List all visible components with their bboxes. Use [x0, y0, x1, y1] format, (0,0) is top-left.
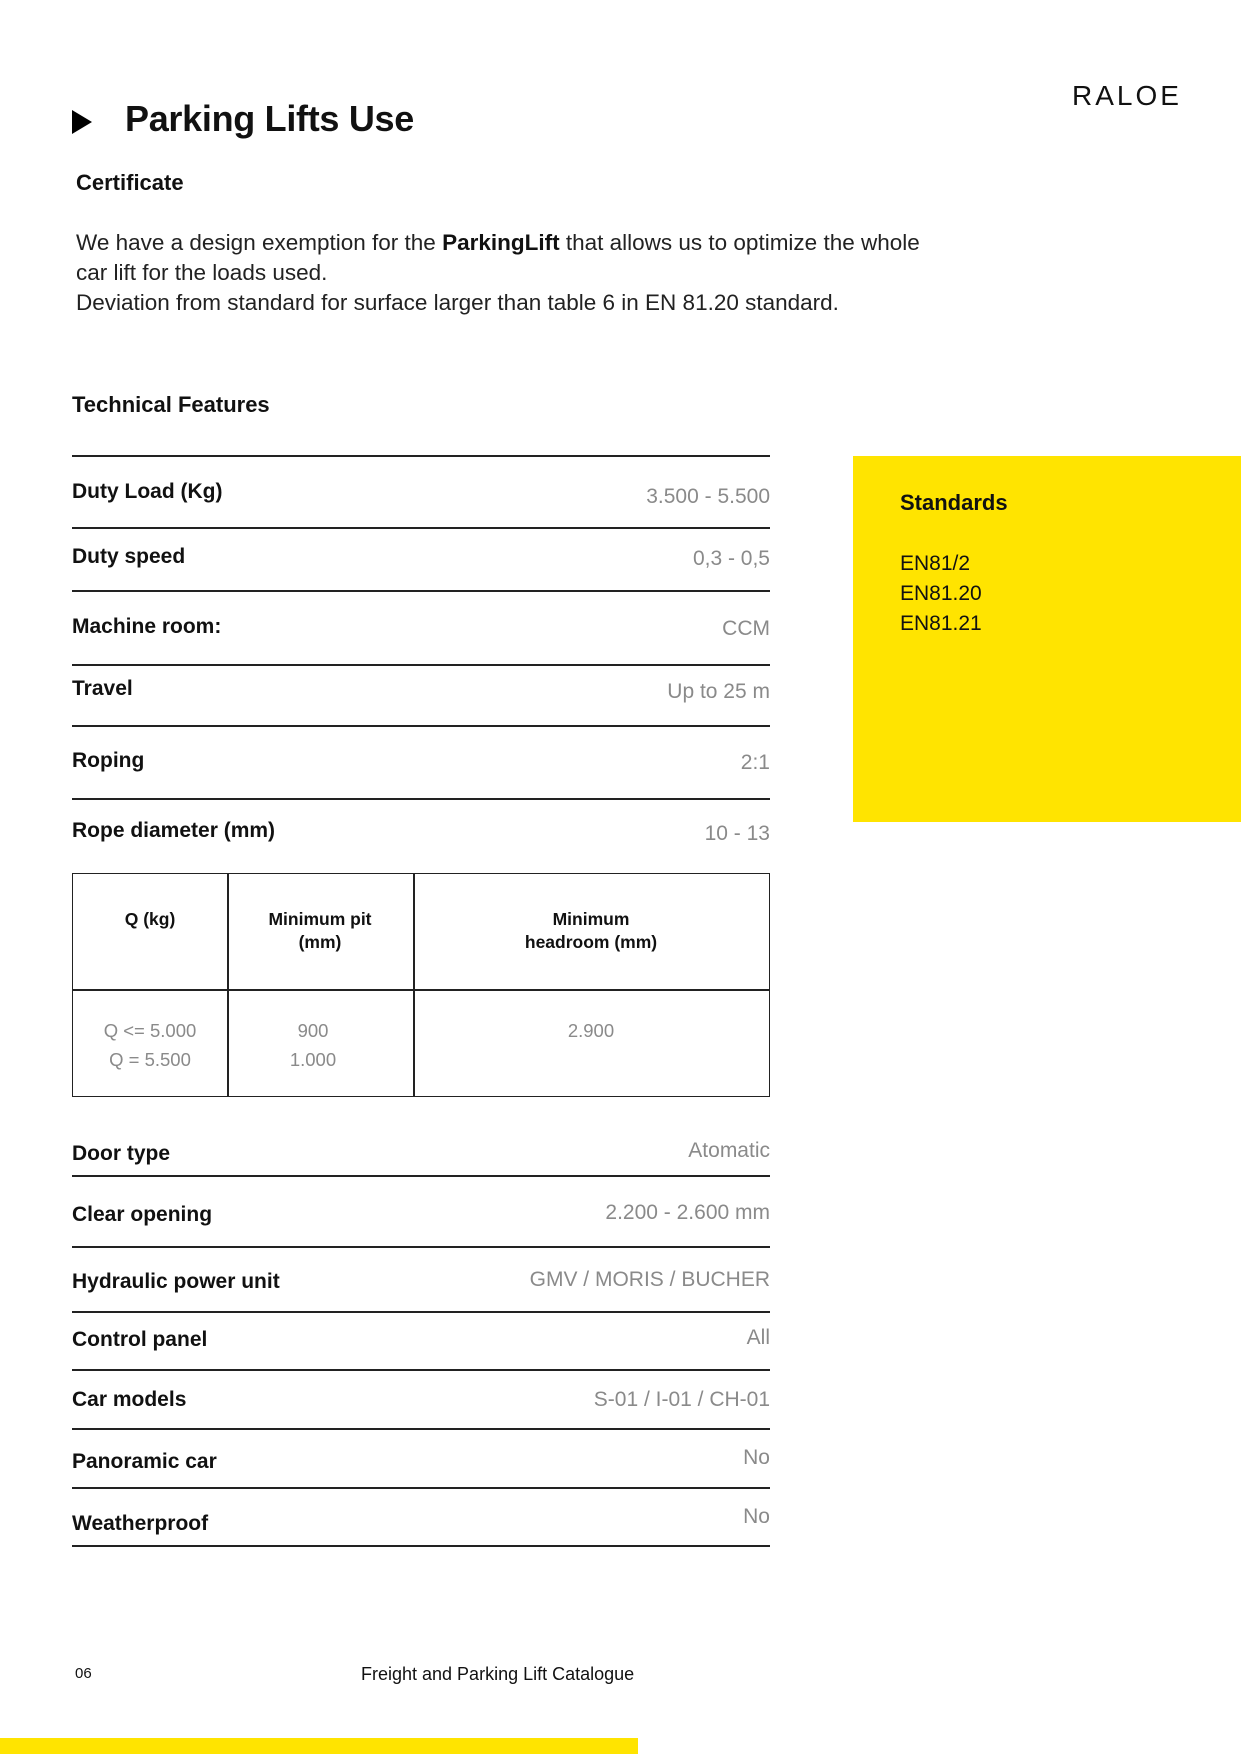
page-title: Parking Lifts Use [125, 98, 414, 139]
feature-value: Up to 25 m [667, 680, 770, 703]
divider [72, 455, 770, 457]
feature-label: Clear opening [72, 1203, 213, 1226]
divider [72, 1487, 770, 1489]
divider [72, 1246, 770, 1248]
page-number: 06 [75, 1665, 92, 1682]
feature-value: S-01 / I-01 / CH-01 [593, 1388, 770, 1411]
standard-item: EN81.20 [900, 582, 982, 605]
divider [72, 798, 770, 800]
feature-value: 0,3 - 0,5 [692, 547, 770, 570]
standard-item: EN81.21 [900, 612, 982, 635]
feature-label: Hydraulic power unit [72, 1270, 280, 1293]
footer-title: Freight and Parking Lift Catalogue [361, 1664, 635, 1684]
certificate-heading: Certificate [76, 170, 184, 195]
feature-value: 10 - 13 [704, 822, 770, 845]
divider [72, 664, 770, 666]
certificate-line-3: Deviation from standard for surface larger than table 6 in EN 81.20 standard. [76, 290, 839, 315]
product-name: ParkingLift [442, 230, 560, 255]
feature-label: Weatherproof [72, 1512, 209, 1535]
standards-panel [853, 456, 1241, 822]
divider [72, 1369, 770, 1371]
feature-value: GMV / MORIS / BUCHER [529, 1268, 770, 1291]
feature-label: Rope diameter (mm) [72, 819, 276, 842]
feature-label: Car models [72, 1388, 187, 1411]
feature-value: Atomatic [688, 1139, 770, 1162]
divider [72, 725, 770, 727]
feature-label: Control panel [72, 1328, 208, 1351]
feature-label: Travel [72, 677, 133, 700]
certificate-text [76, 228, 1036, 318]
table-header-q: Q (kg) [124, 909, 176, 929]
feature-label: Panoramic car [72, 1450, 217, 1473]
feature-value: No [743, 1505, 770, 1528]
feature-value: All [746, 1326, 770, 1349]
feature-label: Duty speed [72, 545, 186, 568]
standards-heading: Standards [900, 490, 1008, 515]
feature-value: CCM [722, 617, 770, 640]
table-header-headroom: Minimum headroom (mm) [524, 909, 658, 952]
divider [72, 1311, 770, 1313]
feature-value: 2.200 - 2.600 mm [605, 1201, 770, 1224]
certificate-line-1: We have a design exemption for the ParkingLift that allows us to optimize the whole [76, 230, 920, 255]
table-cell-q: Q <= 5.000 Q = 5.500 [103, 1020, 197, 1070]
feature-label: Duty Load (Kg) [72, 480, 223, 503]
feature-value: 3.500 - 5.500 [646, 485, 770, 508]
feature-label: Roping [72, 749, 145, 772]
table-cell-headroom: 2.900 [567, 1020, 615, 1041]
certificate-line-2: car lift for the loads used. [76, 260, 328, 285]
divider [72, 1545, 770, 1547]
pit-headroom-table [72, 873, 770, 1097]
technical-features-heading: Technical Features [72, 392, 270, 417]
standards-list [900, 549, 982, 639]
feature-value: No [743, 1446, 770, 1469]
table-header-pit: Minimum pit (mm) [268, 909, 372, 952]
table-cell-pit: 900 1.000 [289, 1020, 337, 1070]
brand-logo: RALOE [1072, 80, 1182, 111]
divider [72, 1428, 770, 1430]
standard-item: EN81/2 [900, 552, 971, 575]
footer-accent-bar [0, 1738, 638, 1754]
feature-label: Machine room: [72, 615, 222, 638]
divider [72, 590, 770, 592]
divider [72, 1175, 770, 1177]
feature-value: 2:1 [740, 751, 770, 774]
play-arrow-icon [72, 110, 92, 134]
feature-label: Door type [72, 1142, 171, 1165]
divider [72, 527, 770, 529]
table-row-divider [73, 989, 769, 991]
